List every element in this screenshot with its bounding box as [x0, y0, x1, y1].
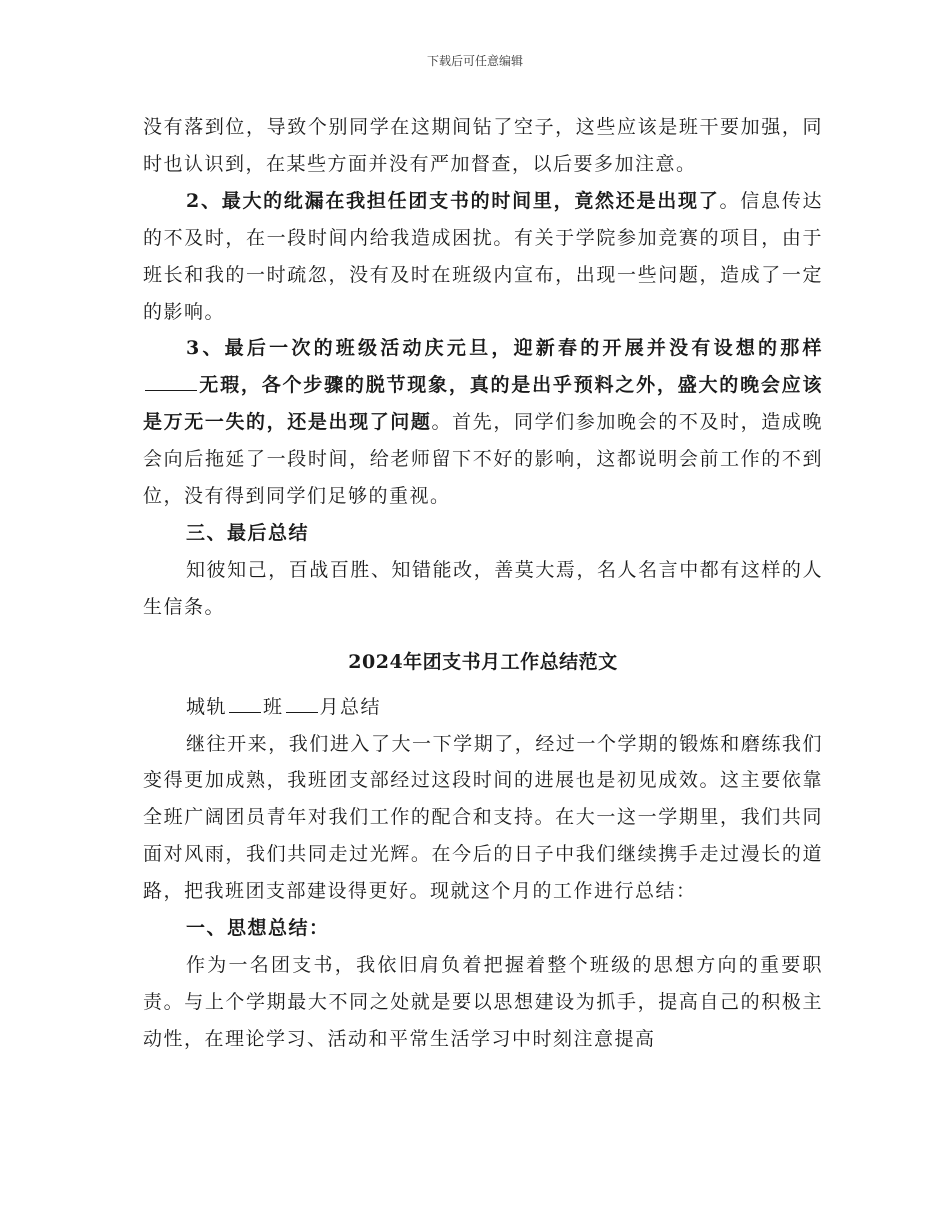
fill-blank	[286, 694, 318, 713]
bold-text: 无瑕，各个步骤的脱节现象，真的是出乎预料之外，盛大的晚会应该是万无一失的，还是出现了问题	[143, 374, 823, 434]
paragraph	[143, 330, 823, 515]
fill-blank	[145, 372, 197, 391]
paragraph: 没有落到位，导致个别同学在这期间钻了空子，这些应该是班干要加强，同时也认识到，在某些方面并没有严加督查，以后要多加注意。	[143, 116, 823, 175]
paragraph-text: 。首先，同学们参加晚会的不及时，造成晚会向后拖延了一段时间，给老师留下不好的影响，这都说明会前工作的不到位，没有得到同学们足够的重视。	[143, 411, 823, 508]
document-body	[143, 109, 823, 1058]
paragraph	[143, 183, 823, 331]
bold-text: 2、最大的纰漏在我担任团支书的时间里，竟然还是出现了	[186, 189, 720, 212]
paragraph: 知彼知己，百战百胜、知错能改，善莫大焉，名人名言中都有这样的人生信条。	[143, 558, 823, 618]
bold-text: 3、最后一次的班级活动庆元旦，迎新春的开展并没有设想的那样	[186, 337, 823, 360]
paragraph-text: 。信息传达的不及时，在一段时间内给我造成困扰。有关于学院参加竞赛的项目，由于班长和我的一时疏忽，没有及时在班级内宣布，出现一些问题，造成了一定的影响。	[143, 189, 823, 323]
subtitle-text: 月总结	[319, 695, 382, 718]
document-title: 2024年团支书月工作总结范文	[348, 650, 618, 673]
page-header: 下载后可任意编辑	[426, 54, 523, 68]
subtitle-line	[143, 689, 823, 726]
subtitle-text: 班	[263, 695, 284, 718]
section-heading: 三、最后总结	[186, 521, 310, 544]
section-heading: 一、思想总结：	[186, 917, 330, 940]
subtitle-text: 城轨	[186, 695, 228, 718]
paragraph: 作为一名团支书，我依旧肩负着把握着整个班级的思想方向的重要职责。与上个学期最大不同之处就是要以思想建设为抓手，提高自己的积极主动性，在理论学习、活动和平常生活学习中时刻注意提高	[143, 953, 823, 1050]
fill-blank	[229, 694, 261, 713]
paragraph: 继往开来，我们进入了大一下学期了，经过一个学期的锻炼和磨练我们变得更加成熟，我班团支部经过这段时间的进展也是初见成效。这主要依靠全班广阔团员青年对我们工作的配合和支持。在大一这一学期里，我们共同面对风雨，我们共同走过光辉。在今后的日子中我们继续携手走过漫长的道路，把我班团支部建设得更好。现就这个月的工作进行总结：	[143, 732, 823, 903]
